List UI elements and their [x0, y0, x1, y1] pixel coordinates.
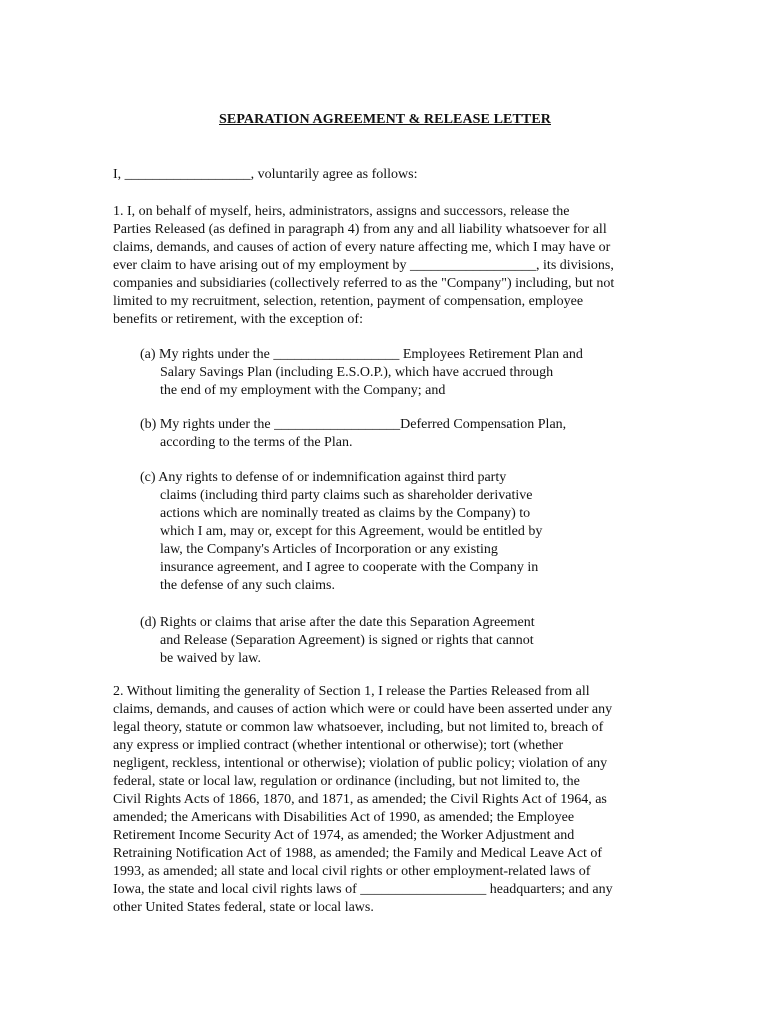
- paragraph-2: [113, 683, 661, 917]
- paragraph-1-line: claims, demands, and causes of action of every nature affecting me, which I may have or: [113, 240, 611, 255]
- paragraph-1-line: limited to my recruitment, selection, retention, payment of compensation, employee: [113, 294, 584, 309]
- item-c-line: the defense of any such claims.: [160, 578, 335, 593]
- item-b-line: (b) My rights under the __________________Deferred Compensation Plan,: [140, 417, 567, 432]
- item-d-line: (d) Rights or claims that arise after the date this Separation Agreement: [140, 615, 535, 630]
- item-c-line: law, the Company's Articles of Incorporation or any existing: [160, 542, 498, 557]
- item-c-line: insurance agreement, and I agree to cooperate with the Company in: [160, 560, 539, 575]
- paragraph-2-line: federal, state or local law, regulation or ordinance (including, but not limited to, the: [113, 774, 580, 789]
- paragraph-1-line: ever claim to have arising out of my employment by __________________, its divisions,: [113, 258, 614, 273]
- paragraph-2-line: amended; the Americans with Disabilities Act of 1990, as amended; the Employee: [113, 810, 575, 825]
- paragraph-2-line: claims, demands, and causes of action which were or could have been asserted under any: [113, 702, 613, 717]
- item-d-line: and Release (Separation Agreement) is signed or rights that cannot: [160, 633, 534, 648]
- document-title: SEPARATION AGREEMENT & RELEASE LETTER: [219, 112, 551, 127]
- paragraph-1-line: Parties Released (as defined in paragraph 4) from any and all liability whatsoever for all: [113, 222, 607, 237]
- paragraph-1-line: companies and subsidiaries (collectively referred to as the "Company") including, but not: [113, 276, 615, 291]
- item-a-line: (a) My rights under the __________________ Employees Retirement Plan and: [140, 347, 583, 362]
- item-b-line: according to the terms of the Plan.: [160, 435, 353, 450]
- paragraph-2-line: legal theory, statute or common law whatsoever, including, but not limited to, breach of: [113, 720, 604, 735]
- paragraph-2-line: any express or implied contract (whether intentional or otherwise); tort (whether: [113, 738, 564, 753]
- exception-item-d: [140, 614, 610, 668]
- item-a-line: Salary Savings Plan (including E.S.O.P.), which have accrued through: [160, 365, 554, 380]
- paragraph-2-line: negligent, reckless, intentional or otherwise); violation of public policy; violation of any: [113, 756, 608, 771]
- paragraph-2-line: Retraining Notification Act of 1988, as amended; the Family and Medical Leave Act of: [113, 846, 603, 861]
- item-c-line: actions which are nominally treated as claims by the Company) to: [160, 506, 531, 521]
- exception-item-b: [140, 416, 610, 452]
- item-c-line: (c) Any rights to defense of or indemnification against third party: [140, 470, 507, 485]
- paragraph-2-line: Civil Rights Acts of 1866, 1870, and 1871, as amended; the Civil Rights Act of 1964, as: [113, 792, 607, 807]
- intro-line: [113, 166, 661, 184]
- paragraph-2-line: Iowa, the state and local civil rights laws of __________________ headquarters; and any: [113, 882, 613, 897]
- paragraph-1: [113, 203, 661, 329]
- item-c-line: claims (including third party claims such as shareholder derivative: [160, 488, 533, 503]
- paragraph-1-line: 1. I, on behalf of myself, heirs, administrators, assigns and successors, release the: [113, 204, 570, 219]
- intro-text: I, __________________, voluntarily agree as follows:: [113, 167, 418, 182]
- paragraph-1-line: benefits or retirement, with the exception of:: [113, 312, 363, 327]
- exception-item-a: [140, 346, 610, 400]
- item-c-line: which I am, may or, except for this Agreement, would be entitled by: [160, 524, 543, 539]
- paragraph-2-line: Retirement Income Security Act of 1974, as amended; the Worker Adjustment and: [113, 828, 575, 843]
- item-a-line: the end of my employment with the Company; and: [160, 383, 446, 398]
- item-d-line: be waived by law.: [160, 651, 261, 666]
- paragraph-2-line: other United States federal, state or local laws.: [113, 900, 374, 915]
- paragraph-2-line: 2. Without limiting the generality of Section 1, I release the Parties Released from all: [113, 684, 590, 699]
- paragraph-2-line: 1993, as amended; all state and local civil rights or other employment-related laws of: [113, 864, 591, 879]
- exception-item-c: [140, 469, 610, 595]
